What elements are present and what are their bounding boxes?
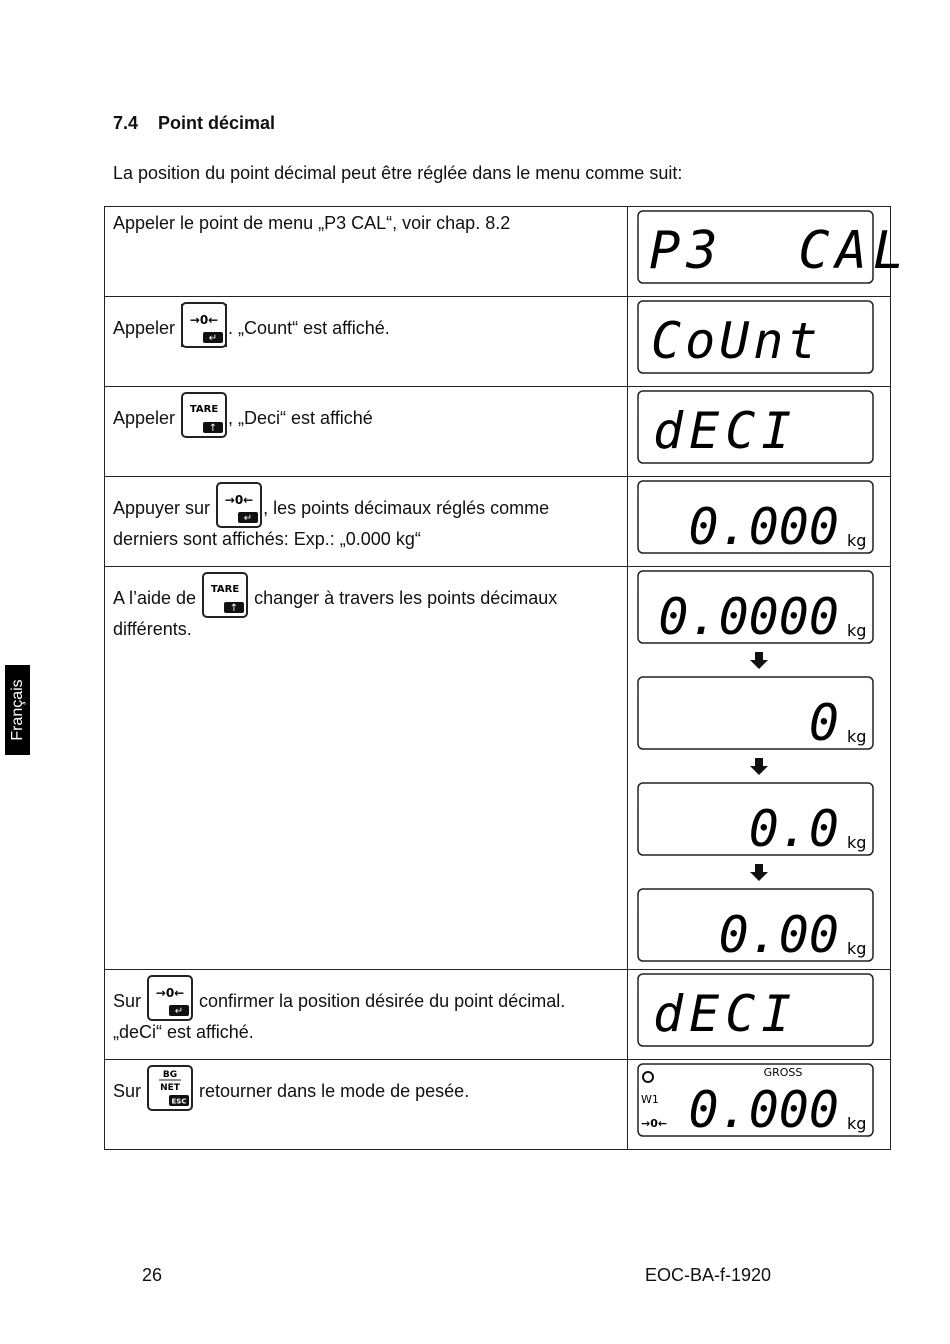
lcd-text: 0.000 — [688, 498, 839, 556]
unit-label: kg — [847, 1114, 867, 1133]
steps-table — [104, 206, 911, 1150]
lcd-text: P3 CAL — [649, 221, 911, 281]
lcd-text: 0.0000 — [658, 588, 839, 646]
svg-text:NET: NET — [160, 1083, 180, 1093]
lcd-text: 0.000 — [688, 1081, 839, 1139]
arrow-down-icon — [628, 856, 890, 888]
step-text-pre: A l’aide de — [113, 588, 202, 608]
page-number: 26 — [142, 1265, 163, 1285]
step-text-pre: Appuyer sur — [113, 498, 216, 518]
svg-text:↵: ↵ — [208, 333, 218, 344]
w1-indicator: W1 — [641, 1093, 659, 1106]
lcd-text: 0.00 — [718, 906, 839, 964]
svg-text:↵: ↵ — [243, 513, 253, 524]
lcd-display — [637, 888, 874, 962]
intro-text: La position du point décimal peut être réglée dans le menu comme suit: — [113, 163, 683, 183]
step-text-pre: Sur — [113, 991, 147, 1011]
unit-label: kg — [847, 621, 867, 640]
step-text-pre: Appeler — [113, 408, 181, 428]
zero-enter-key-icon — [216, 482, 262, 528]
step-text-pre: Appeler — [113, 318, 181, 338]
language-tab-label: Français — [8, 679, 26, 741]
document-code: EOC-BA-f-1920 — [645, 1265, 772, 1285]
lcd-display — [637, 300, 874, 374]
section-title: Point décimal — [158, 113, 276, 133]
zero-enter-key-icon — [181, 302, 227, 348]
step-row — [105, 297, 891, 387]
lcd-display — [637, 570, 874, 644]
lcd-text: 0.0 — [748, 800, 839, 858]
step-text-post: confirmer la position désirée du point décimal. „deCi“ est affiché. — [113, 991, 566, 1042]
step-text-post: retourner dans le mode de pesée. — [194, 1081, 470, 1101]
arrow-down-icon — [628, 750, 890, 782]
lcd-display — [637, 782, 874, 856]
step-text-post: changer à travers les points décimaux différents. — [113, 588, 558, 639]
step-text-pre: Sur — [113, 1081, 147, 1101]
svg-text:ESC: ESC — [171, 1097, 187, 1106]
svg-text:↵: ↵ — [174, 1006, 184, 1017]
language-tab — [5, 665, 30, 755]
unit-label: kg — [847, 727, 867, 746]
svg-text:TARE: TARE — [210, 584, 240, 595]
bg-net-esc-key-icon — [147, 1065, 193, 1111]
lcd-display — [637, 480, 874, 554]
lcd-display — [637, 1063, 874, 1137]
step-row — [105, 567, 891, 970]
lcd-display — [637, 390, 874, 464]
step-text-post: , les points décimaux réglés comme derniers sont affichés: Exp.: „0.000 kg“ — [113, 498, 550, 549]
step-text: Appeler le point de menu „P3 CAL“, voir chap. 8.2 — [113, 213, 511, 233]
step-row — [105, 970, 891, 1060]
step-row — [105, 387, 891, 477]
lcd-text: 0 — [808, 694, 839, 752]
svg-text:→0←: →0← — [224, 493, 254, 507]
step-text-post: , „Deci“ est affiché — [228, 408, 373, 428]
lcd-text: dECI — [653, 985, 798, 1043]
gross-indicator: GROSS — [763, 1066, 803, 1079]
svg-text:↑: ↑ — [208, 423, 218, 434]
step-text-post: . „Count“ est affiché. — [228, 318, 390, 338]
lcd-display — [637, 210, 911, 284]
svg-text:↑: ↑ — [229, 603, 239, 614]
zero-indicator: →0← — [641, 1117, 668, 1130]
step-row — [105, 1060, 891, 1150]
lcd-text: dECI — [653, 402, 798, 460]
section-heading — [113, 113, 275, 134]
step-row — [105, 477, 891, 567]
step-row — [105, 207, 891, 297]
unit-label: kg — [847, 939, 867, 958]
zero-enter-key-icon — [147, 975, 193, 1021]
tare-up-key-icon — [181, 392, 227, 438]
svg-text:→0←: →0← — [155, 986, 185, 1000]
unit-label: kg — [847, 531, 867, 550]
svg-text:BG: BG — [162, 1070, 178, 1080]
svg-text:→0←: →0← — [189, 313, 219, 327]
section-number: 7.4 — [113, 113, 139, 133]
lcd-display — [637, 676, 874, 750]
lcd-display — [637, 973, 874, 1047]
lcd-text: CoUnt — [651, 312, 822, 370]
svg-text:TARE: TARE — [189, 404, 219, 415]
unit-label: kg — [847, 833, 867, 852]
arrow-down-icon — [628, 644, 890, 676]
tare-up-key-icon — [202, 572, 248, 618]
